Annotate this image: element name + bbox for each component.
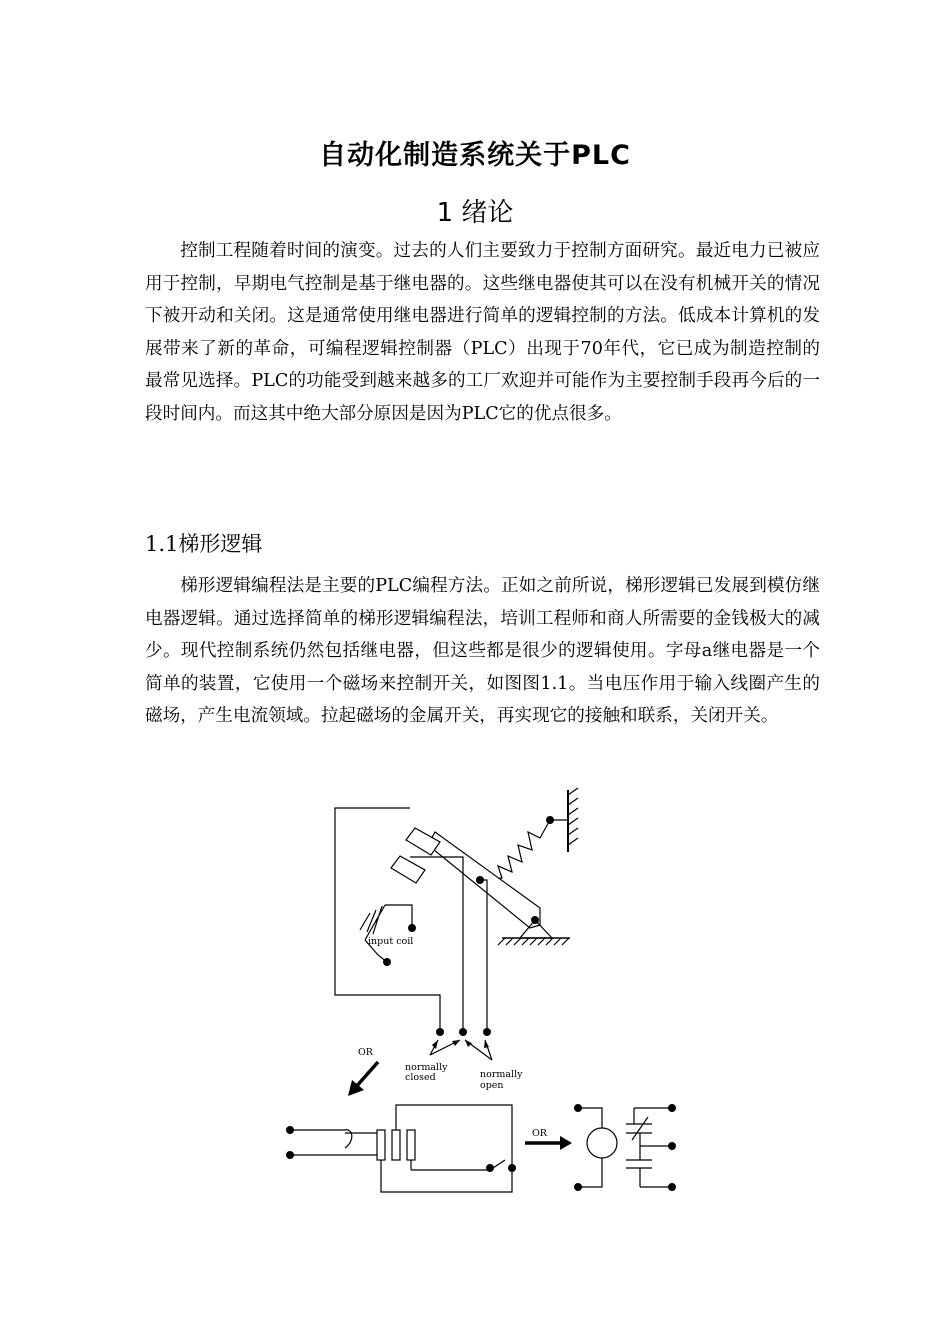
contact-pointer-arrows (430, 1040, 492, 1060)
section-heading-ladder-logic: 1.1梯形逻辑 (145, 532, 263, 556)
wire-nc (410, 857, 463, 1030)
ladder-terminals (574, 1104, 676, 1191)
input-coil-label: input coil (368, 936, 414, 947)
wire-no (480, 880, 487, 1030)
spring (480, 820, 550, 880)
schematic-terminals (286, 1126, 516, 1172)
or-arrow-right-head (560, 1136, 572, 1150)
ladder-logic-paragraph: 梯形逻辑编程法是主要的PLC编程方法。正如之前所说，梯形逻辑已发展到模仿继电器逻辑。通过选择简单的梯形逻辑编程法，培训工程师和商人所需要的金钱极大的减少。现代控制系统仍然包括继电器，但这些都是很少的逻辑使用。字母a继电器是一个简单的装置，它使用一个磁场来控制开关，如图图1.1。当电压作用于输入线圈产生的磁场，产生电流领域。拉起磁场的金属开关，再实现它的接触和联系，关闭开关。 (145, 576, 820, 726)
or-label-top: OR (358, 1047, 373, 1058)
relay-diagram-figure (270, 780, 690, 1200)
normally-open-label-2: open (480, 1080, 504, 1091)
schematic-relay (290, 1105, 512, 1192)
section-heading-intro: 1 绪论 (436, 198, 514, 228)
wall-mount (550, 788, 578, 852)
contact-block-bottom (391, 856, 425, 883)
normally-open-label-1: normally (480, 1069, 523, 1080)
or-label-right: OR (532, 1128, 547, 1139)
document-title: 自动化制造系统关于PLC (319, 140, 631, 171)
ladder-symbol (578, 1108, 672, 1187)
normally-closed-label-1: normally (405, 1062, 448, 1073)
normally-closed-label-2: closed (405, 1072, 436, 1083)
input-coil (360, 905, 413, 962)
intro-paragraph: 控制工程随着时间的演变。过去的人们主要致力于控制方面研究。最近电力已被应用于控制，早期电气控制是基于继电器的。这些继电器使其可以在没有机械开关的情况下被开动和关闭。这是通常使用继电器进行简单的逻辑控制的方法。低成本计算机的发展带来了新的革命，可编程逻辑控制器（PLC）出现于70年代，它已成为制造控制的最常见选择。PLC的功能受到越来越多的工厂欢迎并可能作为主要控制手段再今后的一段时间内。而这其中绝大部分原因是因为PLC它的优点很多。 (145, 241, 820, 424)
or-arrow-down (355, 1062, 378, 1088)
